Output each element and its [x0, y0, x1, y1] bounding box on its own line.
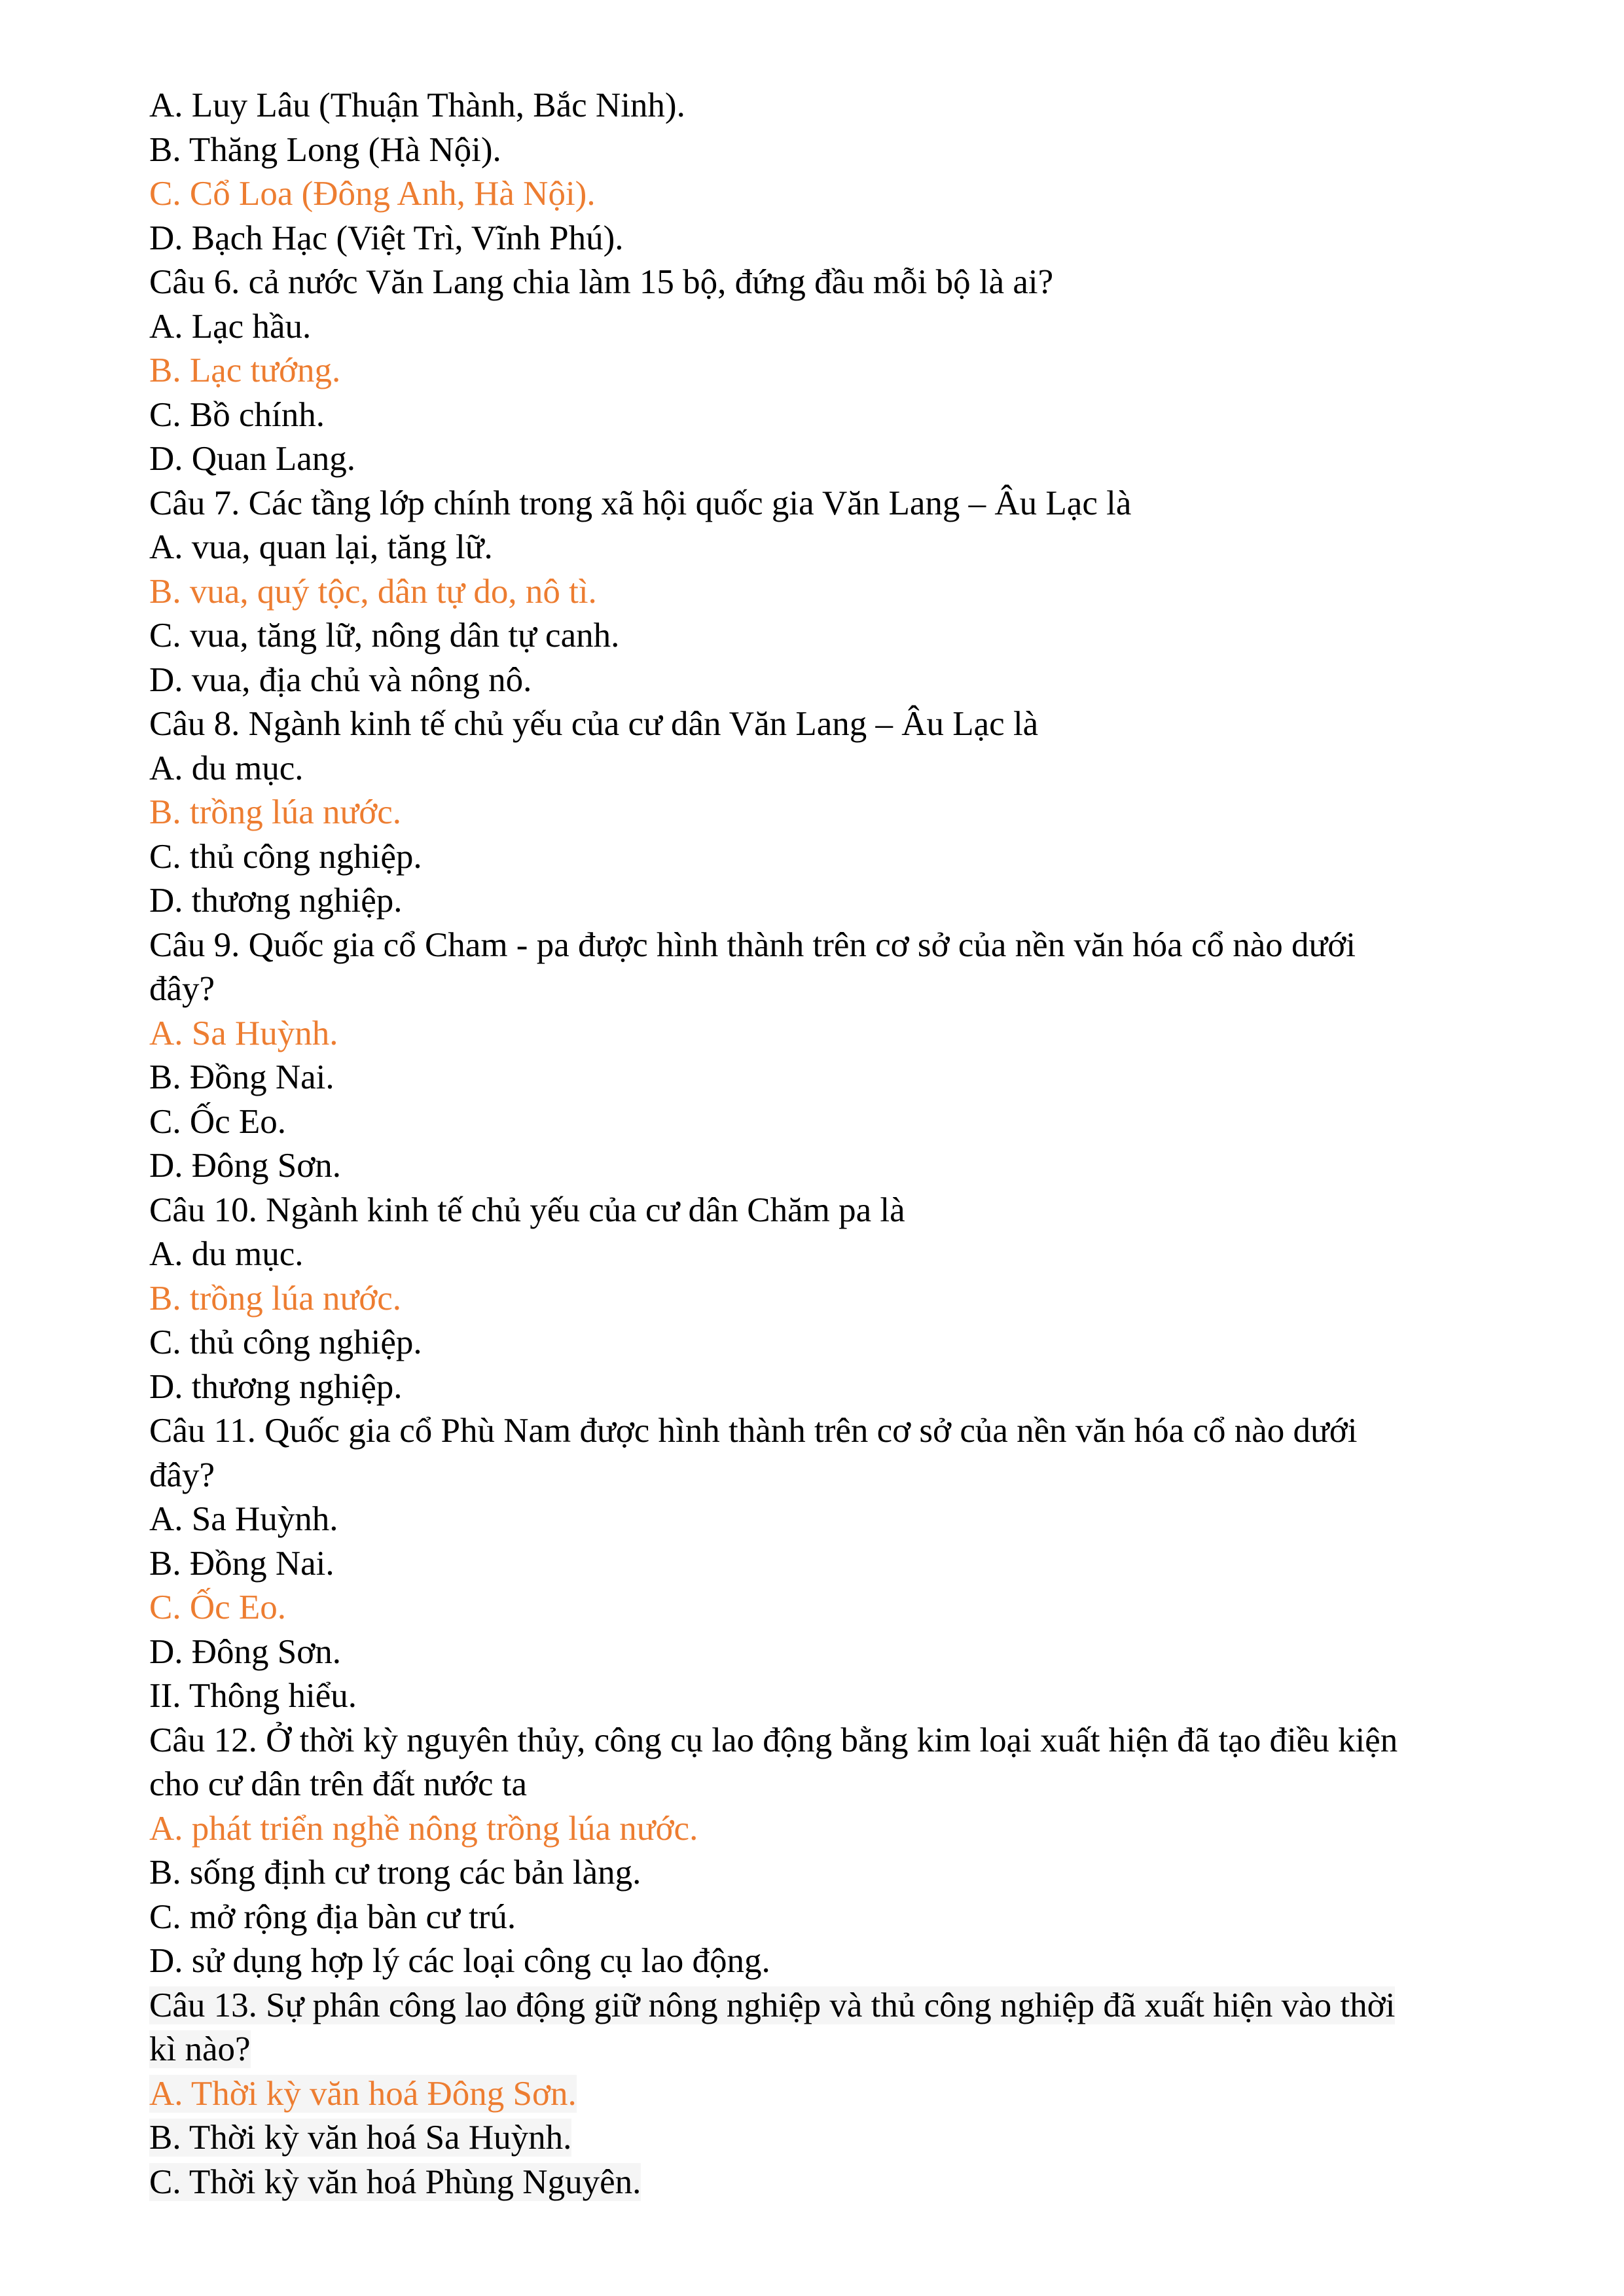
- line-text: C. vua, tăng lữ, nông dân tự canh.: [149, 617, 620, 655]
- line-text: C. mở rộng địa bàn cư trú.: [149, 1897, 516, 1936]
- line-text: A. phát triển nghề nông trồng lúa nước.: [149, 1809, 698, 1848]
- line-text: D. Đông Sơn.: [149, 1632, 342, 1671]
- line-text: Câu 10. Ngành kinh tế chủ yếu của cư dân Chăm pa là: [149, 1191, 905, 1229]
- line-text: A. Sa Huỳnh.: [149, 1014, 338, 1052]
- line-text: A. vua, quan lại, tăng lữ.: [149, 528, 493, 566]
- line-text: Câu 6. cả nước Văn Lang chia làm 15 bộ, đứng đầu mỗi bộ là ai?: [149, 263, 1054, 301]
- question-line: [149, 1189, 1557, 1233]
- line-text: A. Sa Huỳnh.: [149, 1500, 338, 1538]
- line-text: D. sử dụng hợp lý các loại công cụ lao động.: [149, 1942, 770, 1980]
- answer-line: [149, 1807, 1557, 1852]
- line-text: B. sống định cư trong các bản làng.: [149, 1854, 641, 1892]
- line-text: Câu 13. Sự phân công lao động giữ nông nghiệp và thủ công nghiệp đã xuất hiện vào thời: [149, 1986, 1396, 2024]
- line-text: Câu 8. Ngành kinh tế chủ yếu của cư dân Văn Lang – Âu Lạc là: [149, 705, 1039, 743]
- text-line: [149, 747, 1557, 791]
- text-line: [149, 1851, 1557, 1895]
- text-line: [149, 967, 1557, 1012]
- line-text: Câu 7. Các tầng lớp chính trong xã hội quốc gia Văn Lang – Âu Lạc là: [149, 484, 1132, 522]
- line-text: D. thương nghiệp.: [149, 1367, 403, 1406]
- line-text: đây?: [149, 1456, 215, 1494]
- text-line: [149, 526, 1557, 570]
- line-text: A. Luy Lâu (Thuận Thành, Bắc Ninh).: [149, 86, 685, 124]
- line-text: C. Ốc Eo.: [149, 1102, 287, 1141]
- question-line: [149, 924, 1557, 968]
- line-text: A. Thời kỳ văn hoá Đông Sơn.: [149, 2074, 577, 2113]
- text-line: [149, 1232, 1557, 1277]
- answer-line: [149, 1586, 1557, 1630]
- text-line: [149, 84, 1557, 128]
- line-text: B. Thời kỳ văn hoá Sa Huỳnh.: [149, 2119, 572, 2157]
- line-text: kì nào?: [149, 2030, 251, 2068]
- answer-line: [149, 791, 1557, 835]
- text-line: [149, 879, 1557, 924]
- document-page: [149, 84, 1557, 2204]
- line-text: C. Ốc Eo.: [149, 1588, 287, 1626]
- text-line: [149, 1498, 1557, 1542]
- line-text: Câu 9. Quốc gia cổ Cham - pa được hình thành trên cơ sở của nền văn hóa cổ nào dưới: [149, 925, 1356, 964]
- text-line: [149, 1100, 1557, 1145]
- question-line: [149, 702, 1557, 747]
- answer-line: [149, 349, 1557, 393]
- text-line: [149, 305, 1557, 350]
- answer-line: [149, 172, 1557, 217]
- text-line: [149, 2116, 1557, 2161]
- question-line: [149, 1984, 1557, 2028]
- line-text: Câu 12. Ở thời kỳ nguyên thủy, công cụ lao động bằng kim loại xuất hiện đã tạo điều kiện: [149, 1721, 1398, 1759]
- line-text: A. du mục.: [149, 1235, 304, 1273]
- text-line: [149, 1321, 1557, 1365]
- question-line: [149, 482, 1557, 526]
- line-text: D. Đông Sơn.: [149, 1147, 342, 1185]
- answer-line: [149, 1012, 1557, 1056]
- text-line: [149, 658, 1557, 703]
- line-text: B. trồng lúa nước.: [149, 793, 402, 831]
- line-text: A. Lạc hầu.: [149, 307, 312, 346]
- line-text: B. Thăng Long (Hà Nội).: [149, 130, 501, 169]
- line-text: C. Thời kỳ văn hoá Phùng Nguyên.: [149, 2162, 641, 2201]
- line-text: A. du mục.: [149, 749, 304, 787]
- line-text: C. thủ công nghiệp.: [149, 1323, 422, 1361]
- text-line: [149, 1542, 1557, 1587]
- question-line: [149, 1409, 1557, 1454]
- line-text: B. Đồng Nai.: [149, 1544, 334, 1583]
- line-text: B. trồng lúa nước.: [149, 1279, 402, 1318]
- text-line: [149, 437, 1557, 482]
- line-text: B. Đồng Nai.: [149, 1058, 334, 1096]
- line-text: đây?: [149, 970, 215, 1008]
- line-text: D. Bạch Hạc (Việt Trì, Vĩnh Phú).: [149, 219, 624, 257]
- text-line: [149, 614, 1557, 658]
- line-text: II. Thông hiểu.: [149, 1677, 357, 1715]
- text-line: [149, 1454, 1557, 1498]
- text-line: [149, 1674, 1557, 1719]
- text-line: [149, 1630, 1557, 1675]
- text-line: [149, 393, 1557, 438]
- answer-line: [149, 2072, 1557, 2117]
- line-text: C. thủ công nghiệp.: [149, 837, 422, 876]
- text-line: [149, 217, 1557, 261]
- text-line: [149, 1763, 1557, 1807]
- text-line: [149, 1056, 1557, 1100]
- line-text: B. vua, quý tộc, dân tự do, nô tì.: [149, 572, 597, 611]
- line-text: C. Bồ chính.: [149, 395, 325, 434]
- answer-line: [149, 570, 1557, 615]
- question-line: [149, 260, 1557, 305]
- text-line: [149, 1144, 1557, 1189]
- text-line: [149, 1895, 1557, 1940]
- answer-line: [149, 1277, 1557, 1321]
- line-text: Câu 11. Quốc gia cổ Phù Nam được hình thành trên cơ sở của nền văn hóa cổ nào dưới: [149, 1412, 1358, 1450]
- line-text: D. Quan Lang.: [149, 440, 355, 478]
- text-line: [149, 2161, 1557, 2205]
- line-text: B. Lạc tướng.: [149, 351, 341, 389]
- text-line: [149, 2028, 1557, 2072]
- line-text: C. Cổ Loa (Đông Anh, Hà Nội).: [149, 175, 596, 213]
- text-line: [149, 835, 1557, 880]
- line-text: cho cư dân trên đất nước ta: [149, 1765, 527, 1803]
- text-line: [149, 128, 1557, 173]
- text-line: [149, 1939, 1557, 1984]
- question-line: [149, 1719, 1557, 1763]
- line-text: D. vua, địa chủ và nông nô.: [149, 660, 532, 699]
- text-line: [149, 1365, 1557, 1410]
- line-text: D. thương nghiệp.: [149, 882, 403, 920]
